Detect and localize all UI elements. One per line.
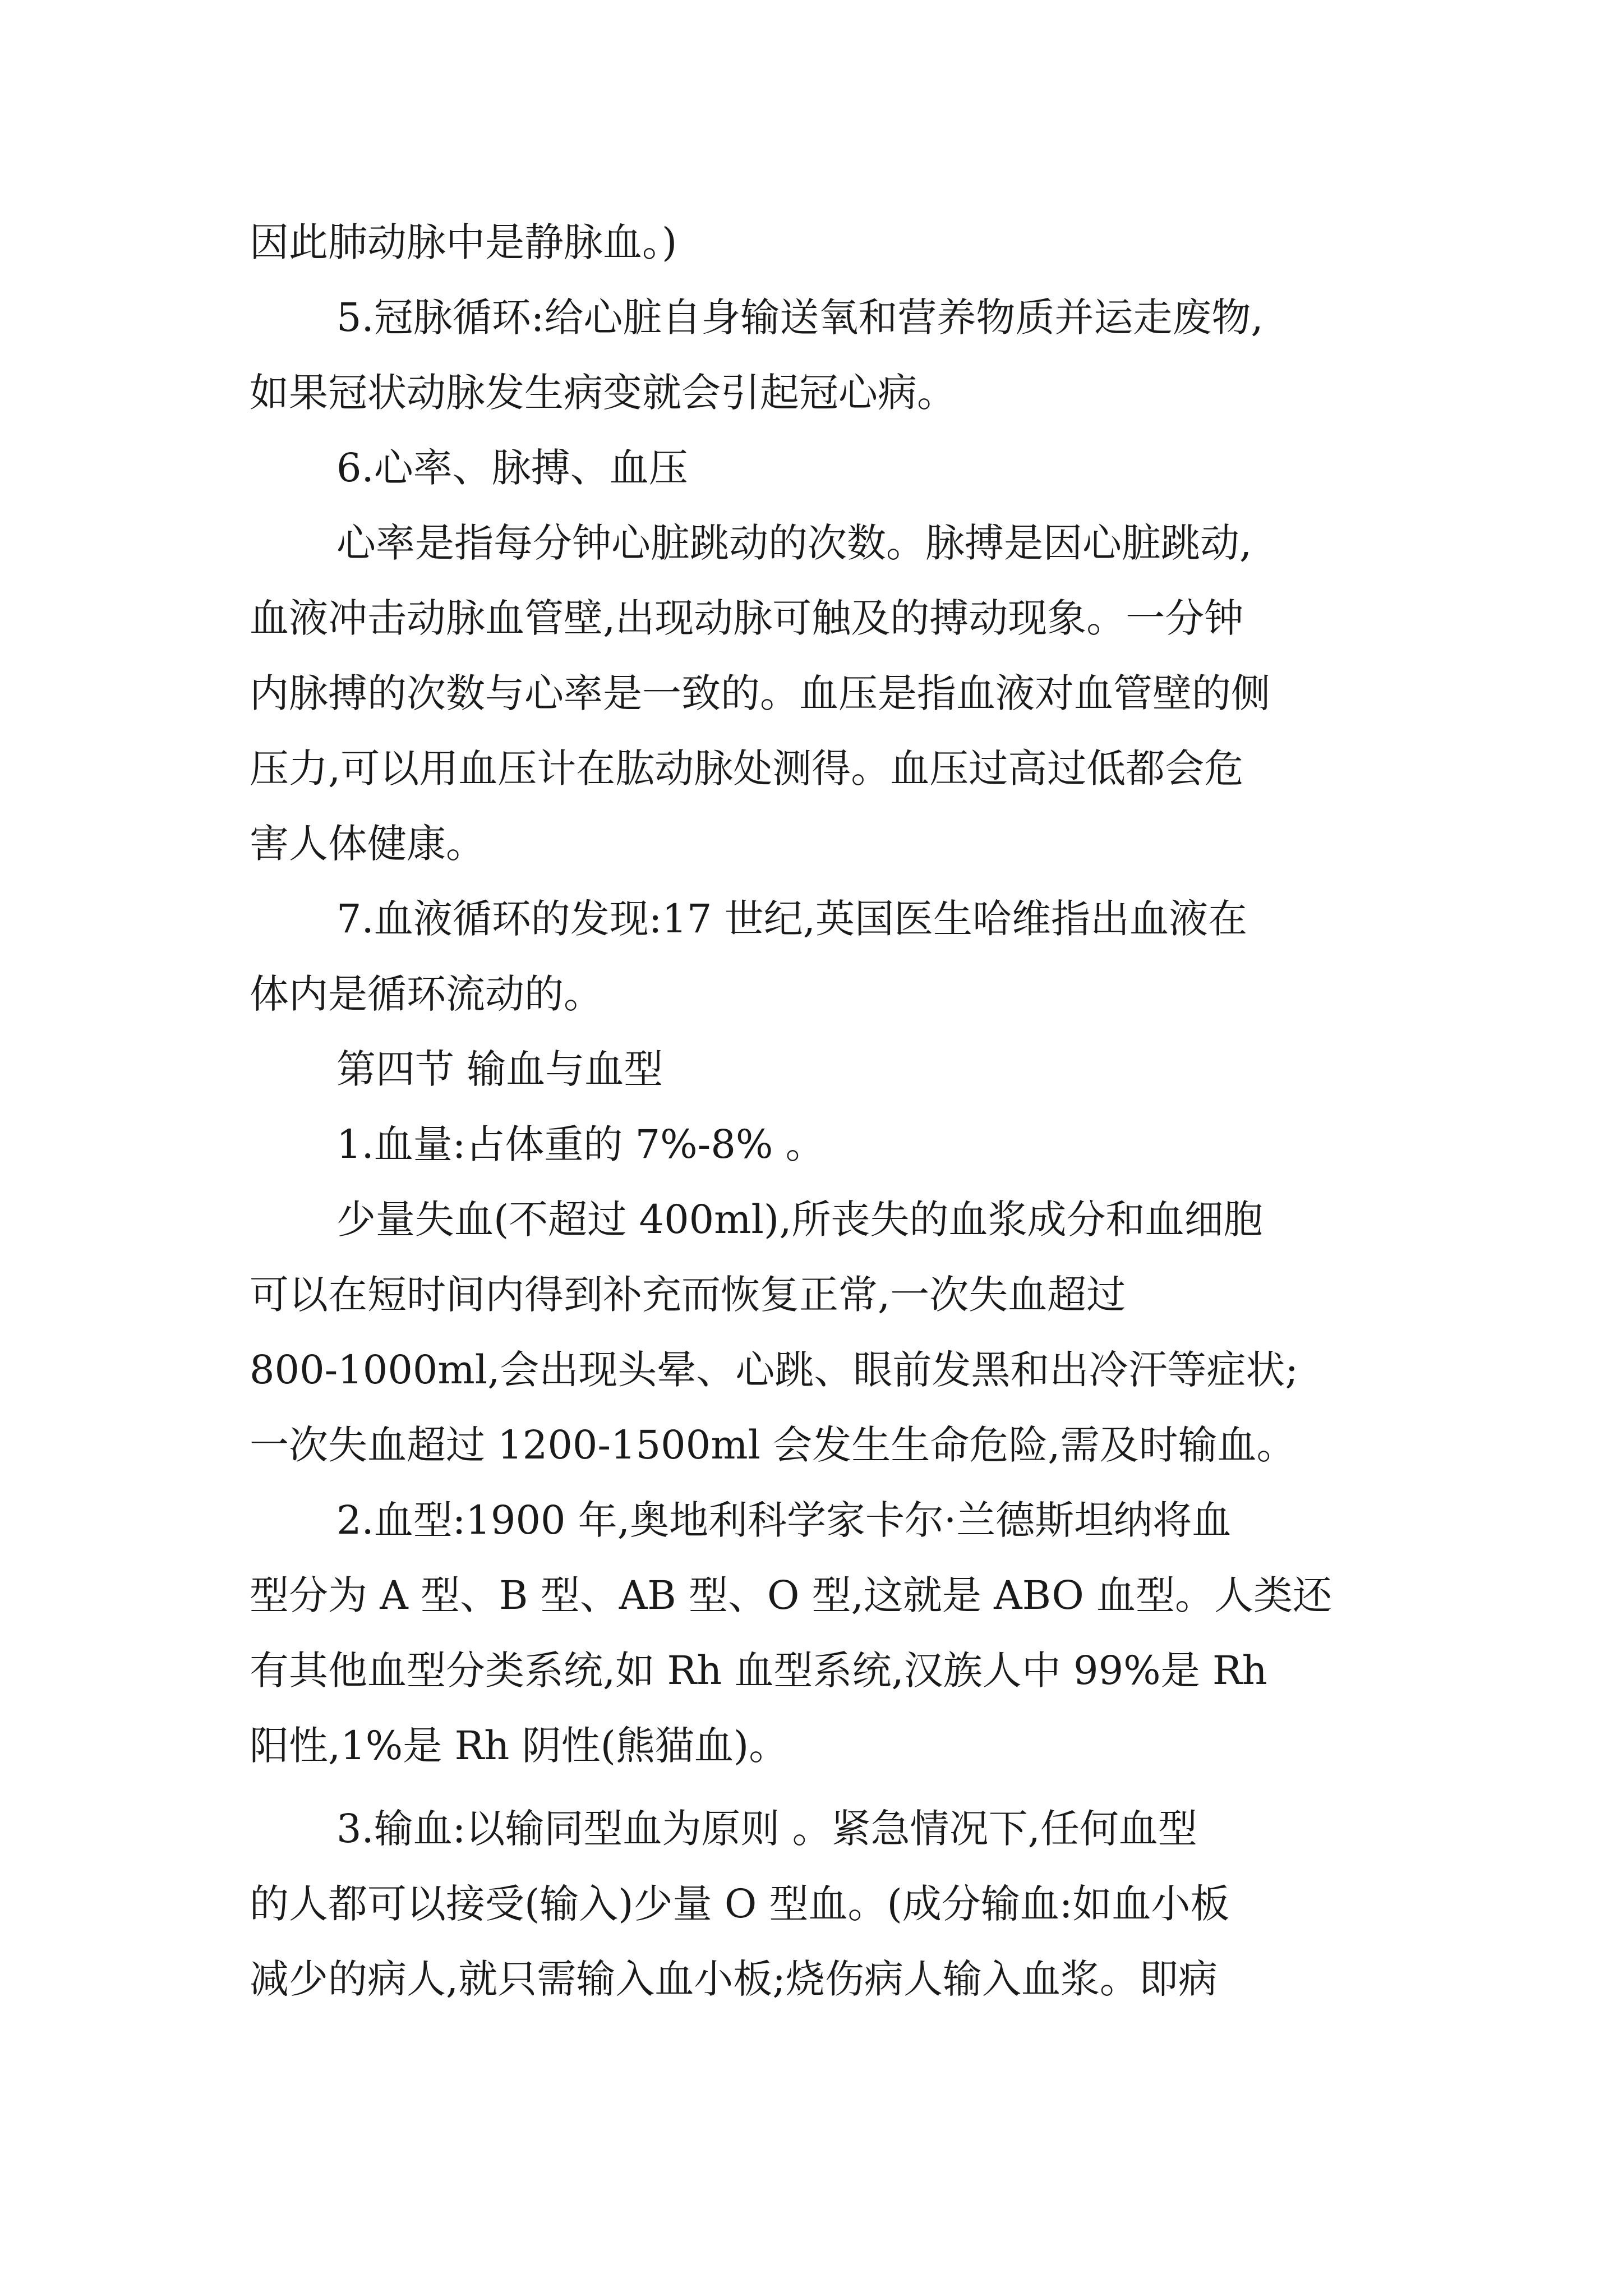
section-heading: 第四节 输血与血型 xyxy=(336,1046,663,1092)
text-line: 2.血型:1900 年,奥地利科学家卡尔·兰德斯坦纳将血 xyxy=(336,1497,1232,1543)
text-line: 阳性,1%是 Rh 阴性(熊猫血)。 xyxy=(250,1723,789,1769)
text-line: 害人体健康。 xyxy=(250,821,485,867)
text-line: 5.冠脉循环:给心脏自身输送氧和营养物质并运走废物, xyxy=(336,295,1264,341)
text-line: 压力,可以用血压计在肱动脉处测得。血压过高过低都会危 xyxy=(250,746,1244,792)
text-line: 内脉搏的次数与心率是一致的。血压是指血液对血管壁的侧 xyxy=(250,670,1270,716)
text-line: 体内是循环流动的。 xyxy=(250,971,603,1017)
text-line: 少量失血(不超过 400ml),所丧失的血浆成分和血细胞 xyxy=(336,1197,1263,1243)
text-line: 7.血液循环的发现:17 世纪,英国医生哈维指出血液在 xyxy=(336,896,1247,942)
text-line: 血液冲击动脉血管壁,出现动脉可触及的搏动现象。一分钟 xyxy=(250,595,1244,641)
text-line: 心率是指每分钟心脏跳动的次数。脉搏是因心脏跳动, xyxy=(336,520,1252,566)
text-line: 可以在短时间内得到补充而恢复正常,一次失血超过 xyxy=(250,1272,1126,1318)
text-line: 如果冠状动脉发生病变就会引起冠心病。 xyxy=(250,370,956,416)
text-line: 800-1000ml,会出现头晕、心跳、眼前发黑和出冷汗等症状; xyxy=(250,1347,1299,1393)
text-line: 型分为 A 型、B 型、AB 型、O 型,这就是 ABO 血型。人类还 xyxy=(250,1572,1332,1618)
text-line: 因此肺动脉中是静脉血。) xyxy=(250,219,677,265)
text-line: 一次失血超过 1200-1500ml 会发生生命危险,需及时输血。 xyxy=(250,1422,1296,1468)
text-line: 6.心率、脉搏、血压 xyxy=(336,445,688,491)
text-line: 的人都可以接受(输入)少量 O 型血。(成分输血:如血小板 xyxy=(250,1881,1230,1927)
text-line: 3.输血:以输同型血为原则 。紧急情况下,任何血型 xyxy=(336,1806,1197,1852)
text-line: 减少的病人,就只需输入血小板;烧伤病人输入血浆。即病 xyxy=(250,1956,1218,2002)
text-line: 有其他血型分类系统,如 Rh 血型系统,汉族人中 99%是 Rh xyxy=(250,1648,1267,1694)
text-line: 1.血量:占体重的 7%-8% 。 xyxy=(336,1121,825,1167)
document-body xyxy=(250,214,1416,2026)
